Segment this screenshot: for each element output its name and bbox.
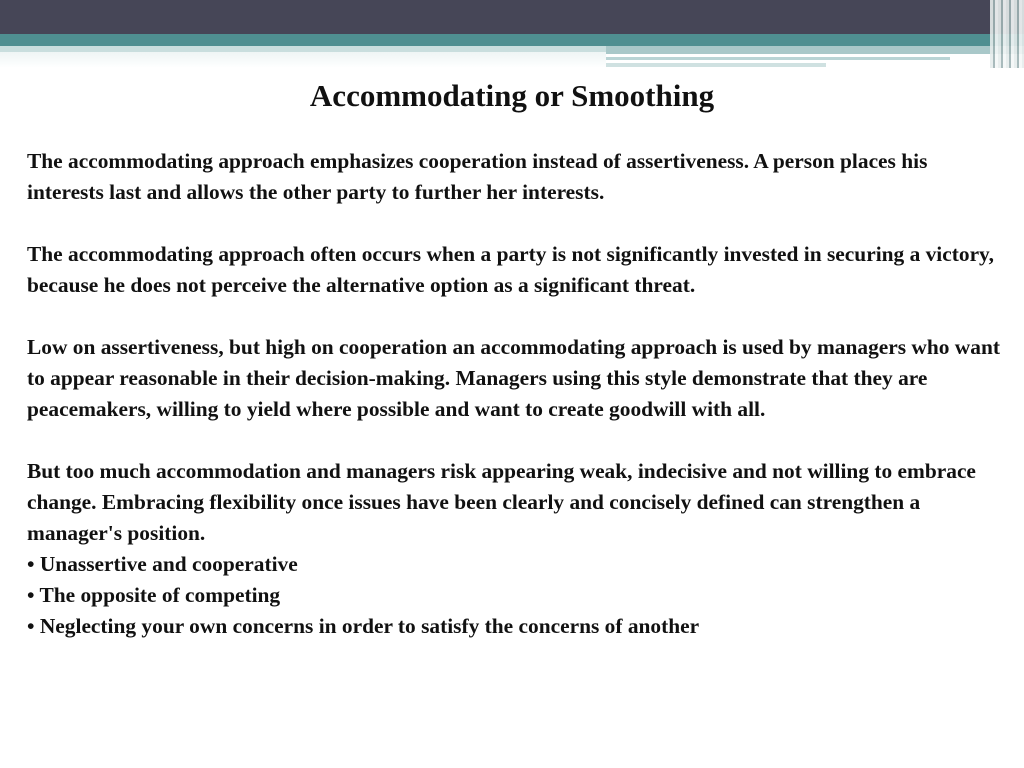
slide-body: [27, 146, 1002, 642]
bullet-text: Neglecting your own concerns in order to satisfy the concerns of another: [39, 614, 700, 638]
body-paragraph: But too much accommodation and managers risk appearing weak, indecisive and not willing to embrace change. Embracing flexibility once issues have been clearly and concisely defined can strengthen a manager's position.: [27, 459, 976, 545]
body-paragraph: The accommodating approach often occurs when a party is not significantly invested in securing a victory, because he does not perceive the alternative option as a significant threat.: [27, 242, 994, 297]
bullet-icon: •: [27, 614, 35, 638]
header-accent-line: [606, 57, 950, 60]
bullet-text: Unassertive and cooperative: [39, 552, 298, 576]
header-dark-band: [0, 0, 1024, 34]
bullet-icon: •: [27, 552, 35, 576]
bullet-text: The opposite of competing: [39, 583, 281, 607]
header-teal-band: [0, 34, 1024, 46]
bullet-item: [27, 549, 1002, 580]
bullet-item: [27, 580, 1002, 611]
bullet-list: [27, 549, 1002, 642]
header-light-band-right: [606, 46, 1024, 54]
slide-title: Accommodating or Smoothing: [309, 78, 715, 113]
header-fade: [0, 52, 606, 68]
corner-stripes-decoration: [990, 0, 1024, 68]
bullet-icon: •: [27, 583, 35, 607]
bullet-item: [27, 611, 1002, 642]
header-accent-line: [606, 63, 826, 67]
body-paragraph: The accommodating approach emphasizes cooperation instead of assertiveness. A person places his interests last and allows the other party to further her interests.: [27, 149, 928, 204]
body-paragraph: Low on assertiveness, but high on cooperation an accommodating approach is used by managers who want to appear reasonable in their decision-making. Managers using this style demonstrate that they are peacemakers, willing to yield where possible and want to create goodwill with all.: [27, 335, 1000, 421]
